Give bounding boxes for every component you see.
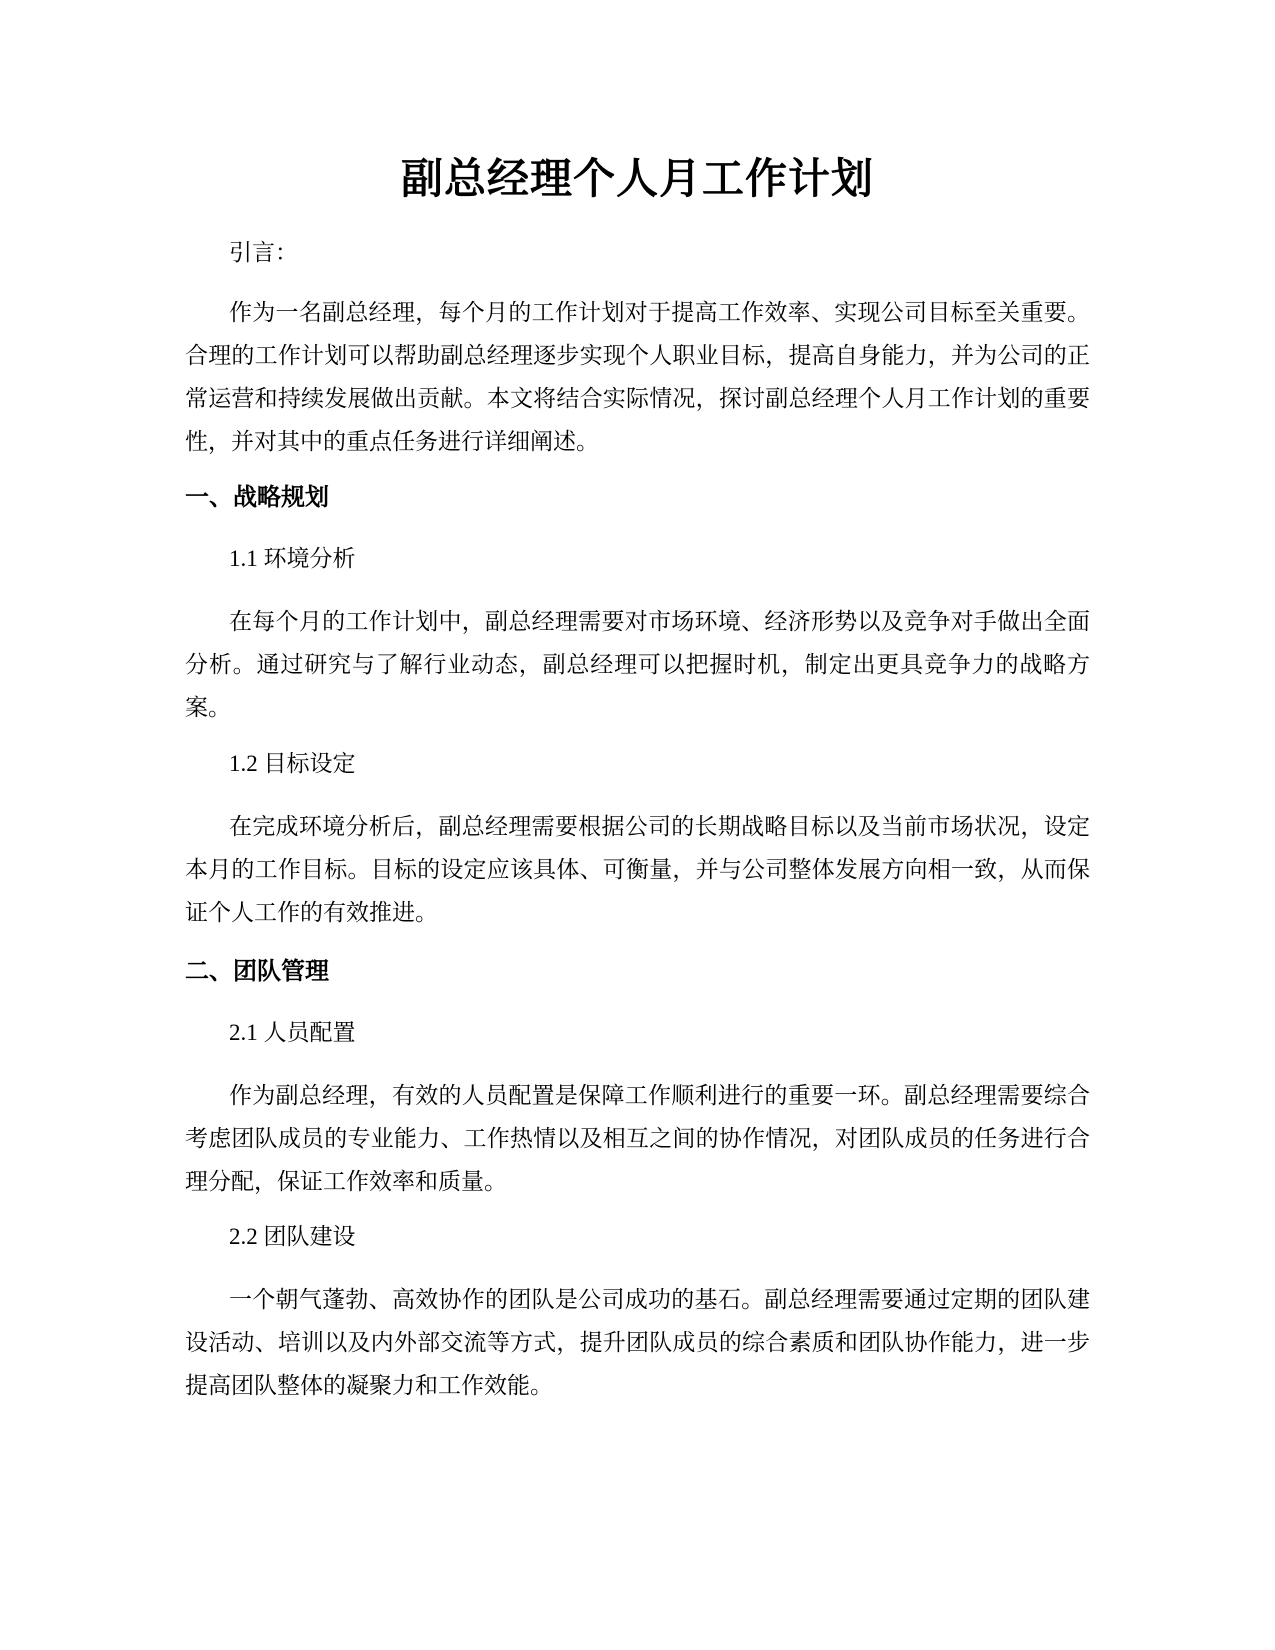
subsection-paragraph-environment: 在每个月的工作计划中，副总经理需要对市场环境、经济形势以及竞争对手做出全面分析。通过研究与了解行业动态，副总经理可以把握时机，制定出更具竞争力的战略方案。 <box>185 609 1090 720</box>
subsection-label-team-building: 2.2 团队建设 <box>229 1224 356 1249</box>
subsection-paragraph-team-building: 一个朝气蓬勃、高效协作的团队是公司成功的基石。副总经理需要通过定期的团队建设活动、培训以及内外部交流等方式，提升团队成员的综合素质和团队协作能力，进一步提高团队整体的凝聚力和工作效能。 <box>185 1287 1090 1398</box>
subsection-label-goals: 1.2 目标设定 <box>229 751 356 776</box>
section-heading-strategy: 一、战略规划 <box>185 483 329 511</box>
subsection-label-environment: 1.1 环境分析 <box>229 546 356 571</box>
subsection-label-staffing: 2.1 人员配置 <box>229 1020 356 1045</box>
document-title: 副总经理个人月工作计划 <box>400 154 874 203</box>
subsection-paragraph-goals: 在完成环境分析后，副总经理需要根据公司的长期战略目标以及当前市场状况，设定本月的工作目标。目标的设定应该具体、可衡量，并与公司整体发展方向相一致，从而保证个人工作的有效推进。 <box>185 814 1090 925</box>
section-heading-team: 二、团队管理 <box>185 957 329 985</box>
subsection-paragraph-staffing: 作为副总经理，有效的人员配置是保障工作顺利进行的重要一环。副总经理需要综合考虑团队成员的专业能力、工作热情以及相互之间的协作情况，对团队成员的任务进行合理分配，保证工作效率和质量。 <box>185 1083 1090 1194</box>
intro-label: 引言： <box>229 240 298 265</box>
intro-paragraph: 作为一名副总经理，每个月的工作计划对于提高工作效率、实现公司目标至关重要。合理的工作计划可以帮助副总经理逐步实现个人职业目标，提高自身能力，并为公司的正常运营和持续发展做出贡献。本文将结合实际情况，探讨副总经理个人月工作计划的重要性，并对其中的重点任务进行详细阐述。 <box>185 300 1090 454</box>
